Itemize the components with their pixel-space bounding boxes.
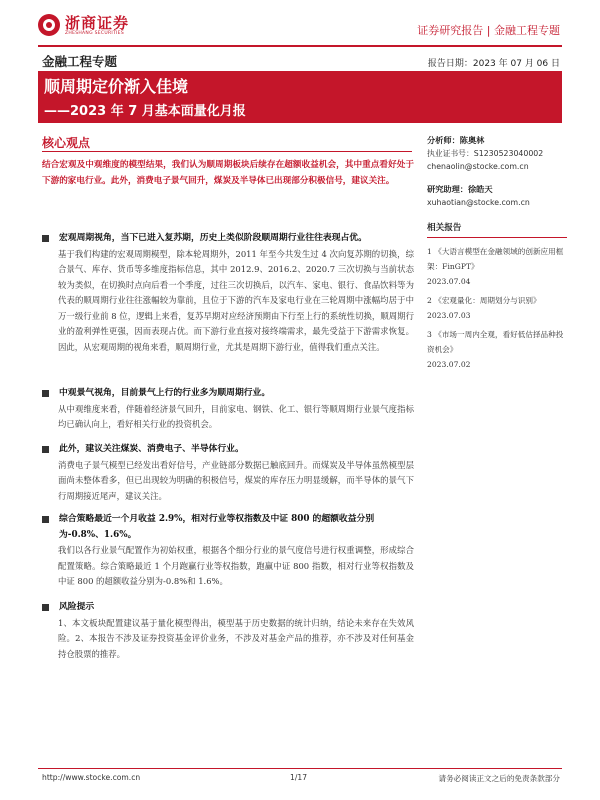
core-views-divider <box>42 151 412 152</box>
section-meso <box>42 386 414 433</box>
section-heading: 中观景气视角，目前景气上行的行业多为顺周期行业。 <box>59 388 271 398</box>
analyst-email[interactable]: chenaolin@stocke.com.cn <box>427 162 529 171</box>
section-body: 我们以各行业景气配置作为初始权重，根据各个细分行业的景气度信号进行权重调整，形成综合配置策略。综合策略最近 1 个月跑赢行业等权指数，跑赢中证 800 指数，相对行业等权指数及中证 800 的超额收益分别为-0.8%和 1.6%。 <box>58 545 414 586</box>
bullet-icon <box>42 446 49 453</box>
section-heading: 此外，建议关注煤炭、消费电子、半导体行业。 <box>59 444 244 454</box>
report-type-label: 证券研究报告 | 金融工程专题 <box>417 24 560 37</box>
related-report-title: 1 《大语言模型在金融领域的创新应用框架：FinGPT》 <box>427 247 564 271</box>
company-logo <box>38 14 129 36</box>
logo-cn-text: 浙商证券 <box>65 13 130 32</box>
section-heading: 宏观周期视角，当下已进入复苏期，历史上类似阶段顺周期行业往往表现占优。 <box>59 233 367 243</box>
report-title: 顺周期定价渐入佳境 <box>44 77 189 96</box>
logo-mark-icon <box>38 14 60 36</box>
section-body: 1、本文板块配置建议基于量化模型得出，模型基于历史数据的统计归纳，结论未来存在失效风险。2、本报告不涉及证券投资基金评价业务，不涉及对基金产品的推荐，亦不涉及对任何基金持仓股票的推荐。 <box>58 617 414 659</box>
section-focus <box>42 442 414 504</box>
footer-divider <box>38 768 562 769</box>
core-views-heading: 核心观点 <box>42 136 91 150</box>
section-risk <box>42 600 414 662</box>
header-divider <box>38 45 562 47</box>
related-report-item[interactable] <box>427 327 567 372</box>
page-number: 1/17 <box>290 773 308 782</box>
section-macro <box>42 231 414 355</box>
related-report-date: 2023.07.04 <box>427 277 471 286</box>
bullet-icon <box>42 604 49 611</box>
section-body: 从中观维度来看，伴随着经济景气回升，目前家电、钢铁、化工、银行等顺周期行业景气度指标均已确认向上，看好相关行业的投资机会。 <box>58 403 414 429</box>
section-heading: 综合策略最近一个月收益 2.9%，相对行业等权指数及中证 800 的超额收益分别为-0.8%、1.6%。 <box>59 514 375 540</box>
related-report-date: 2023.07.03 <box>427 311 471 320</box>
section-body: 消费电子景气模型已经发出看好信号，产业链部分数据已触底回升。而煤炭及半导体虽然模型层面尚未整体看多，但已出现较为明确的积极信号，煤炭的库存压力明显缓解，而半导体的景气下行周期接近尾声，建议关注。 <box>58 459 414 501</box>
core-summary: 结合宏观及中观维度的模型结果，我们认为顺周期板块后续存在超额收益机会，其中重点看好处于下游的家电行业。此外，消费电子景气回升，煤炭及半导体已出现部分积极信号，建议关注。 <box>42 160 414 186</box>
assistant-email[interactable]: xuhaotian@stocke.com.cn <box>427 198 530 207</box>
section-body: 基于我们构建的宏观周期模型，除本轮周期外，2011 年至今共发生过 4 次向复苏期的切换，综合景气、库存、货币等多维度指标信息，其中 2012.9、2016.2、2020.7 三次切换与当前状态较为类似，在切换时点向后看一个季度，过往三次切换后，以汽车、家电、银行、食品饮料等为代表的顺周期行业往往涨幅较为靠前，且位于下游的汽车及家电行业在三轮周期中涨幅均居于中万一级行业前 8 位，逻辑上来看，复苏早期对应经济预期由下行至上行的系统性切换，顺周期行业的盈利弹性更强，因而表现占优。而下游行业直接对接终端需求，最先受益于下游需求恢复。因此，从宏观周期的视角来看，顺周期行业，尤其是周期下游行业，值得我们重点关注。 <box>58 248 414 352</box>
footer-url[interactable]: http://www.stocke.com.cn <box>42 773 141 782</box>
related-reports-divider <box>427 237 567 238</box>
analyst-name: 分析师：陈奥林 <box>427 135 485 145</box>
report-date: 报告日期：2023 年 07 月 06 日 <box>427 59 560 69</box>
section-strategy <box>42 512 414 590</box>
assistant-name: 研究助理：徐皓天 <box>427 184 493 194</box>
analyst-cert: 执业证书号：S1230523040002 <box>427 149 544 158</box>
bullet-icon <box>42 516 49 523</box>
related-report-date: 2023.07.02 <box>427 360 471 369</box>
logo-en-text: ZHESHANG SECURITIES <box>65 30 124 36</box>
bullet-icon <box>42 390 49 397</box>
bullet-icon <box>42 235 49 242</box>
section-heading: 风险提示 <box>59 602 95 612</box>
related-reports-heading: 相关报告 <box>427 223 462 233</box>
analyst-sidebar <box>427 134 567 376</box>
related-report-item[interactable] <box>427 293 567 323</box>
related-report-title: 2 《宏观量化：周期划分与识别》 <box>427 296 541 305</box>
related-report-item[interactable] <box>427 244 567 289</box>
related-report-title: 3 《市场一周内全观，看好低估择品种投资机会》 <box>427 330 564 354</box>
report-category: 金融工程专题 <box>42 54 118 69</box>
footer-disclaimer: 请务必阅读正文之后的免责条款部分 <box>438 774 560 783</box>
report-subtitle: ——2023 年 7 月基本面量化月报 <box>44 104 246 119</box>
